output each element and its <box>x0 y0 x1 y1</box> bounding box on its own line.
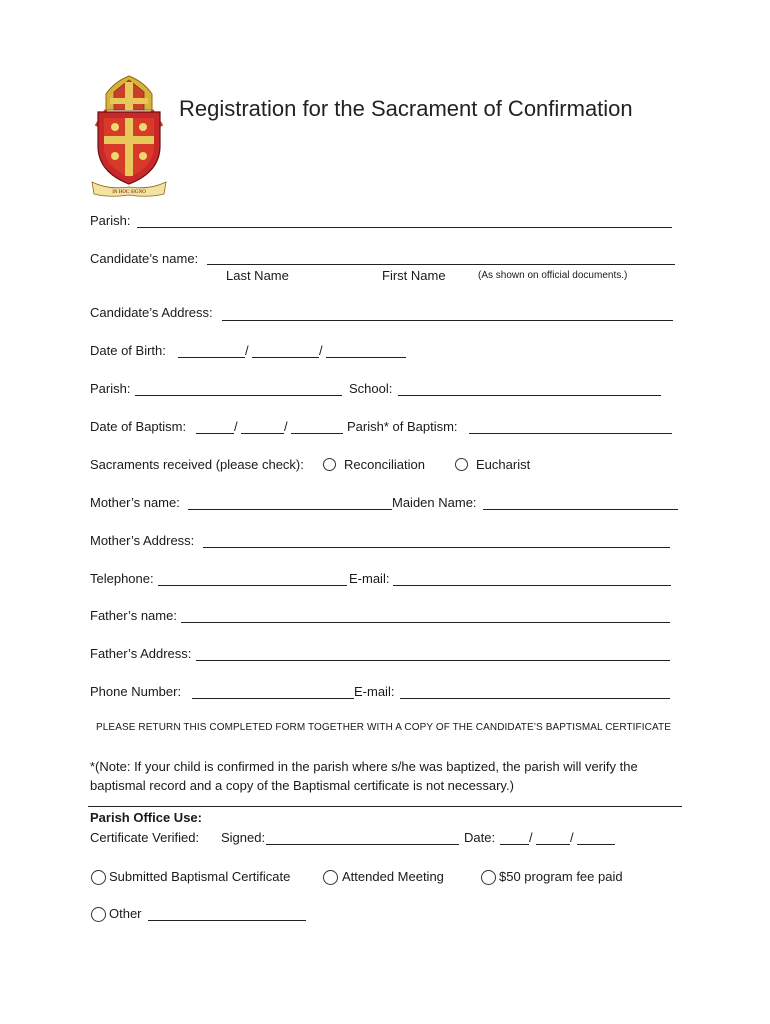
email-label: E-mail: <box>349 571 390 586</box>
attended-meeting-label: Attended Meeting <box>342 869 444 884</box>
school-field[interactable] <box>398 395 661 396</box>
parish-field[interactable] <box>137 227 672 228</box>
first-name-caption: First Name <box>382 268 446 283</box>
submitted-cert-label: Submitted Baptismal Certificate <box>109 869 291 884</box>
office-date-slash-1: / <box>529 830 533 845</box>
reconciliation-radio[interactable] <box>323 458 336 471</box>
telephone-label: Telephone: <box>90 571 154 586</box>
mother-address-label: Mother’s Address: <box>90 533 195 548</box>
shield-icon <box>98 112 160 184</box>
father-address-label: Father’s Address: <box>90 646 192 661</box>
eucharist-label: Eucharist <box>476 457 531 472</box>
return-notice: PLEASE RETURN THIS COMPLETED FORM TOGETHER WITH A COPY OF THE CANDIDATE’S BAPTISMAL CERTIFICATE <box>96 722 671 733</box>
candidate-name-field[interactable] <box>207 264 675 265</box>
email2-label: E-mail: <box>354 684 395 699</box>
signed-label: Signed: <box>221 830 266 845</box>
baptism-year-field[interactable] <box>291 433 343 434</box>
maiden-name-field[interactable] <box>483 509 678 510</box>
other-label: Other <box>109 906 142 921</box>
dob-month-field[interactable] <box>178 357 245 358</box>
other-field[interactable] <box>148 920 306 921</box>
baptism-note: *(Note: If your child is confirmed in the parish where s/he was baptized, the parish will verify the baptismal record and a copy of the Baptismal certificate is not necessary.) <box>90 759 638 793</box>
other-radio[interactable] <box>91 907 106 922</box>
page-title: Registration for the Sacrament of Confirmation <box>179 96 633 121</box>
office-date-slash-2: / <box>570 830 574 845</box>
baptism-month-field[interactable] <box>196 433 234 434</box>
diocese-crest-logo <box>88 74 170 198</box>
reconciliation-label: Reconciliation <box>344 457 425 472</box>
signed-field[interactable] <box>266 844 459 845</box>
baptism-parish-label: Parish* of Baptism: <box>347 419 458 434</box>
attended-meeting-radio[interactable] <box>323 870 338 885</box>
father-name-field[interactable] <box>181 622 670 623</box>
mother-name-field[interactable] <box>188 509 392 510</box>
as-shown-caption: (As shown on official documents.) <box>478 270 628 281</box>
email2-field[interactable] <box>400 698 670 699</box>
candidate-name-label: Candidate’s name: <box>90 251 199 266</box>
maiden-name-label: Maiden Name: <box>392 495 477 510</box>
motto-text: IN HOC SIGNO <box>112 190 146 195</box>
telephone-field[interactable] <box>158 585 347 586</box>
baptism-day-field[interactable] <box>241 433 284 434</box>
office-use-heading: Parish Office Use: <box>90 810 202 825</box>
section-divider <box>88 806 682 807</box>
submitted-cert-radio[interactable] <box>91 870 106 885</box>
dob-day-field[interactable] <box>252 357 319 358</box>
parish2-field[interactable] <box>135 395 342 396</box>
father-name-label: Father’s name: <box>90 608 177 623</box>
eucharist-radio[interactable] <box>455 458 468 471</box>
baptism-slash-2: / <box>284 419 288 434</box>
parish2-label: Parish: <box>90 381 131 396</box>
parish-label: Parish: <box>90 213 131 228</box>
baptism-parish-field[interactable] <box>469 433 672 434</box>
office-date-year-field[interactable] <box>577 844 615 845</box>
dob-year-field[interactable] <box>326 357 406 358</box>
baptism-slash-1: / <box>234 419 238 434</box>
dob-slash-1: / <box>245 343 249 358</box>
school-label: School: <box>349 381 393 396</box>
last-name-caption: Last Name <box>226 268 289 283</box>
sacraments-label: Sacraments received (please check): <box>90 457 304 472</box>
phone-number-field[interactable] <box>192 698 354 699</box>
father-address-field[interactable] <box>196 660 670 661</box>
fee-paid-label: $50 program fee paid <box>499 869 623 884</box>
mother-address-field[interactable] <box>203 547 670 548</box>
cert-verified-label: Certificate Verified: <box>90 830 200 845</box>
candidate-address-field[interactable] <box>222 320 673 321</box>
dob-label: Date of Birth: <box>90 343 166 358</box>
email-field[interactable] <box>393 585 671 586</box>
phone-number-label: Phone Number: <box>90 684 182 699</box>
office-date-day-field[interactable] <box>536 844 570 845</box>
dob-slash-2: / <box>319 343 323 358</box>
office-date-month-field[interactable] <box>500 844 529 845</box>
candidate-address-label: Candidate’s Address: <box>90 305 213 320</box>
baptism-date-label: Date of Baptism: <box>90 419 187 434</box>
mother-name-label: Mother’s name: <box>90 495 180 510</box>
fee-paid-radio[interactable] <box>481 870 496 885</box>
office-date-label: Date: <box>464 830 496 845</box>
